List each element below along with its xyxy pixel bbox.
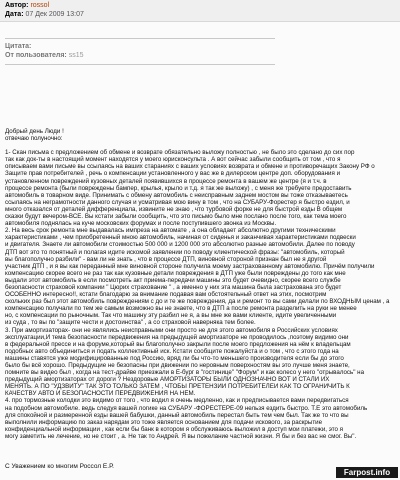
quote-label: Цитата: — [5, 43, 32, 50]
message-line: 2. На весь срок ремонта мне выдавалась импреза на автомате , а она обладает абсолютно другими техническими — [5, 227, 336, 235]
post-date-line — [5, 11, 84, 19]
message-line: автомобиля поднялась на куче московских форумах и после поступившего звонка из Москвы. — [5, 220, 277, 228]
message-line: Добрый день Люди ! — [5, 128, 64, 135]
message-line: выполнили информацию по заказ нарядам это тоже является основанием для подачи искового, за раскрытие — [5, 418, 323, 426]
message-line: вы благополучно разбили" - вам ли не знать , что в процессе ДТП, виновной стороной признан был не я другой — [5, 255, 327, 263]
message-line: установленном повреждений кузовных деталей появившихся в процессе ремонта в вашем же центре (я и т.ч. в — [5, 177, 327, 185]
message-line: подобных авто объединиться и подать коллективный иск. Кстати сообщите пожалуйста и о том , что с этого года на — [5, 347, 339, 355]
message-line: машины ставятся уже модифицированные под Россию, вряд ли бы что-то меньшего производителя если бы до этого — [5, 354, 344, 362]
message-line: было бы всё хорошо. Предыдущие не безопасны при движении по неровным поверхностям вы это лучше меня знаете, — [5, 362, 350, 369]
message-line: предыдущий амортизаторах от дороги ? Нездоровые АМОРТИЗАТОРЫ БЫЛИ ОДНОЗНАЧНО ВОТ И СТАЛИ ИХ — [5, 376, 330, 384]
message-line: но, с компенсации по рыночным. Так что машину эту разбил не я, а вы мне же вами клиенте, идите увеличенными — [5, 312, 337, 320]
quote-user-label: От пользователя: — [5, 52, 67, 59]
message-line: ссылаясь на неграмотности данного случая и усматривая мою вину в том , что на СУБАРУ-Форестер я быстро ездил, и — [5, 198, 350, 206]
author-name-link[interactable]: rossol — [30, 2, 50, 9]
paragraph-gap — [5, 142, 397, 149]
quote-user-name[interactable]: ss15 — [68, 52, 84, 59]
message-line: сказки будут вечером-ВСЕ. Вы кстати забыли сообщить, что это письмо было мне послано после того, как тема моего — [5, 213, 347, 221]
quote-block — [5, 42, 84, 60]
message-line: безопасности страховой компании " Цюрих страхование " , а именно у них эта машина была застрахована это будет — [5, 283, 342, 291]
author-label: Автор: — [5, 2, 29, 9]
post-author-line — [5, 2, 49, 10]
message-line: ОСОБЕННО интересно!!, кстати благодарю за внимание подавая вам обстоятельный ответ на этих, посмотрим — [5, 291, 327, 299]
message-line: компенсацию скорее всего не раз так как кузовные детали повреждения в ДТП уже были повреждены до того как мне — [5, 269, 346, 277]
site-watermark-logo: Farpost.info — [336, 467, 398, 478]
message-line: эксплуатации,И тема безопасности передвижения на предыдущей амортизаторе не проводилось ,поэтому видимо они — [5, 333, 349, 341]
message-line: процессе ремонта (были повреждены бампер, крылья, крыло и т.д. я так же выложу) , с меня же требуете предоставить — [5, 184, 352, 192]
message-line: в федеральной прессе и на форуме,который вы благополучно закрыли после моего предложения на нём к владельцам — [5, 340, 351, 348]
message-line: отвечаю полуночно: — [5, 135, 63, 143]
message-line: скольких раз был этот автомобиль повреждениям с до и те же повреждения, да и ремонт то вы сами делали по ВХОДНЫМ ценам , а — [5, 298, 390, 306]
post-signature: С Уважением ко многим Россол Е.Р. — [5, 463, 114, 470]
message-line: много отказался от деталей дифференциала, извините не знаю , что турбовой форке не для быстрой езды В общем — [5, 205, 343, 213]
message-line: из суда , то вы по "защите чести и достоинства" , а со страховой наверняка тем более. — [5, 319, 256, 327]
message-line: могу заметить не лечение, но не стоит , а. Не так то Андрей. Я вы пожелание частной жизни. Я бы и без вас не смог. Вы". — [5, 432, 357, 440]
message-line: на подобном автомобиле. ведь следуя вашей логике на СУБАРУ -ФОРЕСТЕРЕ-09 нельзя ездить быстро. Т.Е это автомобиль — [5, 404, 368, 412]
message-line: ДТП вот это то понятный и полагая идите искомой заявлении по поводу клиентической фразы: "автомобиль, который — [5, 248, 345, 256]
quote-bottom-divider — [5, 64, 275, 65]
message-line: 1- Скан письма с предложением об обмене и возврате обязательно выложу полностью , не было это сделано до сих пор — [5, 149, 355, 157]
quote-top-divider — [5, 38, 275, 39]
message-line: конфиденциальной информации , как если бы банк в котором я обслуживаюсь выложил в доступ мои платежи, это я — [5, 425, 344, 433]
message-line: описываем вами письме вы ссылаясь на ваших стараниях с ваших условиях возврата и обмене и противоречащих Закону РФ о — [5, 163, 375, 171]
message-line: компенсацию получали по тем же самым возможно вы не знаете, что в ДТП а после ремонта разделить на руки не менее — [5, 305, 357, 313]
message-line: помните вы видео был , когда на тест-драйве приезжали в Ё-бург в "гостинице" "Форум" и как колесо у него "отрывалось" на — [5, 369, 365, 377]
message-line: и двигателя. Знаете ли автомобили стоимостью 500 000 и 1200 000 это абсолютно разные автомобили. Далее по поводу — [5, 241, 355, 249]
message-line: для спокойной и размеренной езды вашей бабушки, данный автомобиль перестал быть тем чем был. Так же то что вы — [5, 411, 349, 419]
post-header — [0, 0, 400, 22]
message-line: Защите прав потребителей , речь о компенсации установленного у вас же в дилерском центре доп. оборудования и — [5, 170, 341, 178]
message-line: участник ДТП , и я вы как переданный мне виновной стороне получила моему застрахованному автомобилю. Причём получили — [5, 262, 375, 270]
message-line: так как док-ты в настоящий момент находятся у моего юрисконсульта . А вот сейчас забыли сообщить от том , что я — [5, 156, 341, 164]
message-line: МЕНЯТЬ. А ПО "УДЗВИТУ" ТАК ЭТО ТОЛЬКО ЗАТЕМ , ЧТОБЫ ПРЕТЕНЗИИ ПОТРЕБИТЕЛЕЙ КАК ТО ОГРАНИЧИТЬ К — [5, 383, 350, 391]
message-line: автомобиль в товарном виде. Принимать с обмену автомобиль с неисправным заднем мостом вы тоже отказываетесь — [5, 191, 348, 199]
post-date: 07 Дек 2009 13:07 — [25, 11, 84, 18]
message-line: характеристиками , чем приобретенный мною автомобиль, начиная от сиденья и заканчивая характеристиками подвески — [5, 234, 356, 242]
message-line: 4. про тормозные колодки это видимо от того , что водил я очень медленно, как и предписывается вами передвигаться — [5, 397, 349, 405]
message-line: выдали этот автомобиль в если посмотреть акт приема-передачи машины это будет очевидно, скорее всего службе — [5, 276, 341, 284]
message-line: КАЧЕСТВУ АВТО И БЕЗОПАСНОСТИ ПЕРЕДВИЖЕНИЯ НА НЁМ. — [5, 390, 196, 398]
message-body — [5, 128, 397, 440]
message-line: 3. При амортизаторах- они не являлись неисправными они просто не для этого автомобиля в Российских условиях — [5, 326, 338, 334]
date-label: Дата: — [5, 11, 24, 18]
